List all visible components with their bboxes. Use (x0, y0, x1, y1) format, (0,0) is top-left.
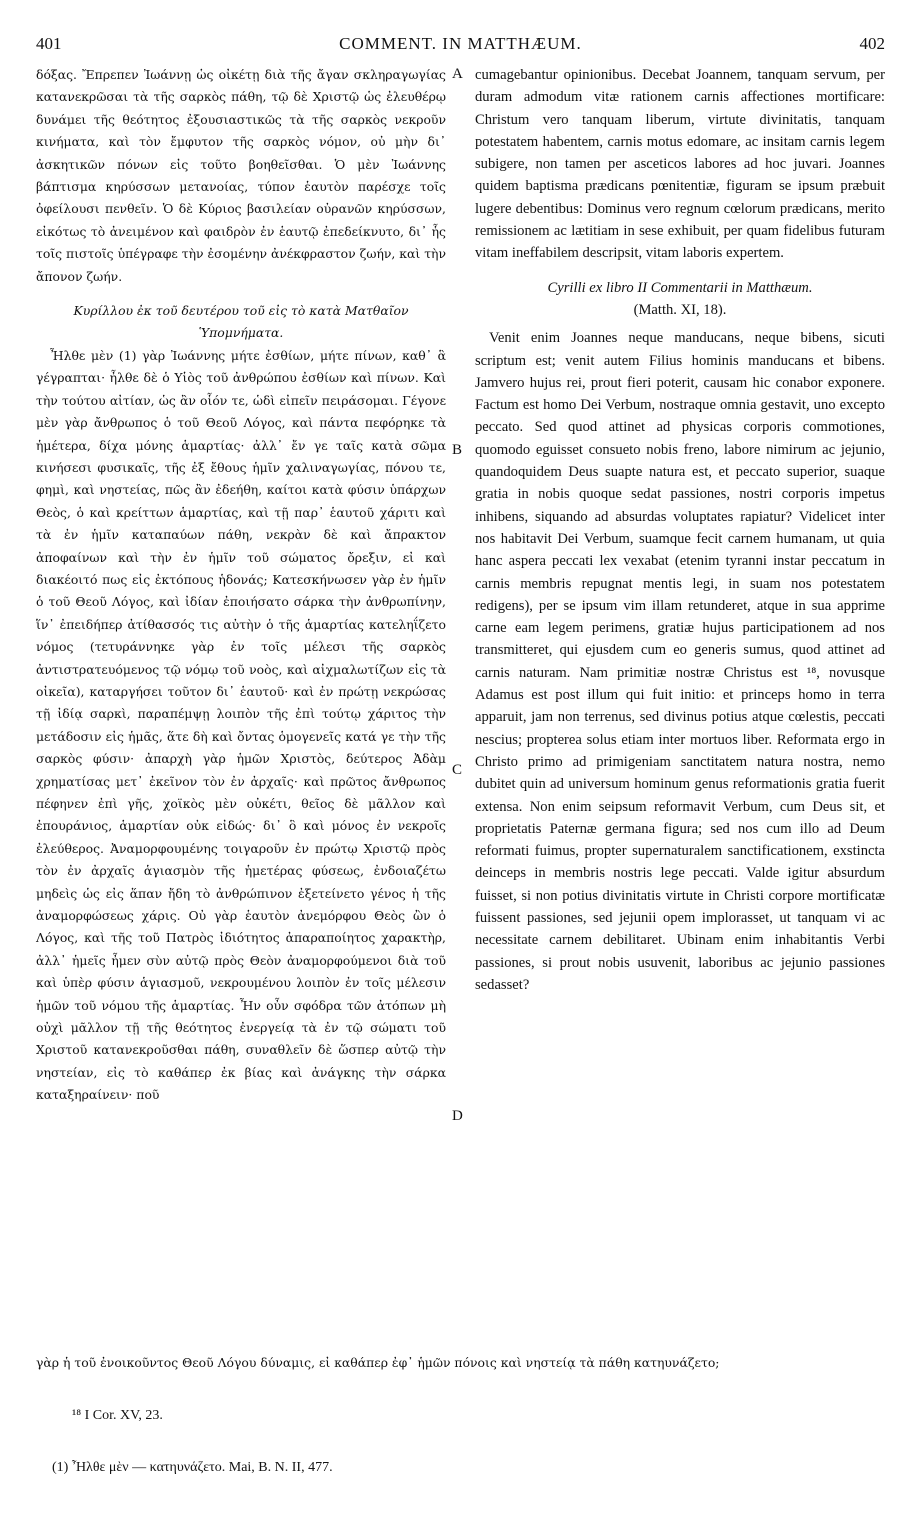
latin-column (475, 64, 885, 996)
margin-letter-d: D (452, 1108, 463, 1124)
greek-paragraph-2: Ἦλθε μὲν (1) γὰρ Ἰωάννης μήτε ἐσθίων, μήτε πίνων, καθ᾿ ἃ γέγραπται· ἦλθε δὲ ὁ Υἱὸς τοῦ ἀνθρώπου ἐσθίων καὶ πίνων. Καὶ τὴν τούτου αἰτίαν, ὡς ἂν οἷόν τε, ὡδὶ εἰπεῖν πειράσομαι. Γέγονε μὲν γὰρ ἄνθρωπος ὁ τοῦ Θεοῦ Λόγος, καὶ πάντα πεφόρηκε τὰ ἡμέτερα, δίχα μόνης ἁμαρτίας· ἀλλ᾿ ἔν γε ταῖς κατὰ σῶμα κινήσεσι φυσικαῖς, τῆς ἐξ ἔθους ἡμῖν χαλιναγωγίας, πόνου τε, φημὶ, καὶ νηστείας, πῶς ἂν ἐδεήθη, καίτοι κατὰ φύσιν ὑπάρχων Θεὸς, ὁ καὶ κρείττων ἁμαρτίας, καὶ τῇ παρ᾿ ἑαυτοῦ χάριτι καὶ τὰ ἐν ἡμῖν καταπαύων πάθη, νεκρὰν δὲ καὶ ἄπρακτον ἀποφαίνων καὶ τὴν ἐν ἡμῖν τοῦ σώματος ὄρεξιν, εἰ καὶ διακέοιτό πως εἰς ἐκτόπους ἡδονάς; Κατεσκήνωσεν γὰρ ἐν ἡμῖν ὁ τοῦ Θεοῦ Λόγος, καὶ ἰδίαν ἐποιήσατο σάρκα τὴν ἀνθρωπίνην, ἵν᾿ ἐπειδήπερ ἀτίθασσός τις αὐτὴν ὁ τῆς ἁμαρτίας κατεληΐζετο νόμος (τετυράννηκε γὰρ ἐν τοῖς μέλεσι τῆς σαρκὸς ἀντιστρατευόμενος τῷ νόμῳ τοῦ νοὸς, καὶ αἰχμαλωτίζων εἰς τὰ οἰκεῖα), καταργήσει τοῦτον δι᾿ ἑαυτοῦ· καὶ ἐν πρώτῃ νεκρώσας τῇ ἰδίᾳ σαρκὶ, παραπέμψῃ λοιπὸν τῆς ἐπὶ τούτῳ χάριτος τὴν μετάδοσιν εἰς ἡμᾶς, ἅτε δὴ καὶ ὄντας ὁμογενεῖς κατά γε τὴν τῆς σαρκὸς φύσιν· ἀπαρχὴ γὰρ ἡμῶν Χριστὸς, δεύτερος Ἀδὰμ χρηματίσας μετ᾿ ἐκεῖνον τὸν ἐν ἀρχαῖς· καὶ πρῶτος ἄνθρωπος πέφηνεν ἐπὶ γῆς, χοϊκὸς μὲν οὐκέτι, θεῖος δὲ μᾶλλον καὶ ἐπουράνιος, ἁμαρτίαν οὐκ εἰδώς· δι᾿ ὃ καὶ μόνος ἐν νεκροῖς ἐλεύθερος. Ἀναμορφουμένης τοιγαροῦν ἐν πρώτῳ Χριστῷ πρὸς τὸν ἐν ἀρχαῖς ἁγιασμὸν τῆς ἡμετέρας φύσεως, ἐνδοιαζέτω μηδεὶς ὡς εἰς ἅπαν ἤδη τὸ ἀνθρώπινον ἐξετείνετο γένος ἡ τῆς ἀναμορφώσεως χάρις. Οὐ γὰρ ἑαυτὸν ἀνεμόρφου Θεὸς ὢν ὁ Λόγος, καὶ τῆς τοῦ Πατρὸς ἰδιότητος ἀπαραποίητος χαρακτὴρ, ἀλλ᾿ ἡμεῖς ἦμεν σὺν αὐτῷ πρὸς Θεὸν ἀναμορφούμενοι διὰ τοῦ καὶ ὑπὲρ φύσιν ἁγιασμοῦ, νεκρουμένου λοιπὸν ἐν τοῖς μέλεσιν ἡμῶν τοῦ νόμου τῆς ἁμαρτίας. Ἦν οὖν σφόδρα τῶν ἀτόπων μὴ οὐχὶ μᾶλλον τῇ τῆς θεότητος ἐνεργείᾳ τὰ ἐν τῷ σώματι τοῦ Χριστοῦ κατανεκροῦσθαι πάθη, συναθλεῖν δὲ ὥσπερ αὐτῷ τὴν νηστείαν, εἰς τὸ καθάπερ ἐκ βίας καὶ ἀνάγκης τὴν σάρκα καταξηραίνειν· ποῦ (36, 347, 446, 1103)
footnote-source-note: (1) Ἦλθε μὲν — κατηυνάζετο. Mai, B. N. II, 477. (52, 1460, 333, 1475)
latin-paragraph-2: Venit enim Joannes neque manducans, neque bibens, sicuti scriptum est; venit autem Filius hominis manducans et bibens. Jamvero hujus rei, prout fieri poterit, causam hic conabor exponere. Factum est homo Dei Verbum, nostraque omnia gestavit, uno excepto peccato. Sed quod attinet ad physicas corporis commotiones, quomodo eguisset consueto nobis freno, labore nimirum ac jejunio, quandoquidem Deus suapte natura est, et peccato superior, suaque gratia in nobis quoque sedat passiones, nostri corporis impetus inhibens, siquando ad absurdas voluptates rapiatur? Videlicet inter nos habitavit Dei Verbum, suamque fecit carnem humanam, ut quia hanc aspera peccati lex vexabat (etenim tyranni instar peccatum in carnis membris repugnat mentis legi, in suam nos potestatem redigens), per se ipsum vim illam retunderet, atque in sua apprime carne eam legem perimens, gratiæ hujus participationem ad nos transmitteret, qui ejusdem cum eo generis sumus, quod attinet ad carnis naturam. Nam primitiæ nostræ Christus est ¹⁸, novusque Adamus est post illum qui fuit initio: et princeps homo in terra apparuit, jam non terrenus, sed divinus potius atque cœlestis, peccati nescius; propterea solus etiam inter mortuos liber. Reformata ergo in Christo primo ad primigeniam sanctitatem natura nostra, nemo dubitet quin ad universum hominum genus reformationis gratia fuerit extensa. Non enim seipsum reformavit Verbum, cum Deus sit, et proprietatis Paternæ germana figura; sed nos cum illo ad Deum reformati fuimus, propter supernaturalem sanctificationem, exstincta deinceps in membris nostris lege peccati. Valde igitur absurdum fuisset, si non potius divinitatis virtute in Christi corpore mortificatæ fuissent passiones, sed jejunii opem implorasset, ut tanquam vi ac necessitate carnem debilitaret. Ubinam enim inhabitantis Verbi passiones, si prout nobis usuvenit, laboribus ac jejunio passiones sedasset? (475, 330, 885, 993)
margin-letter-c: C (452, 762, 463, 778)
latin-section-subheading: (Matth. XI, 18). (633, 301, 727, 318)
greek-section-heading: Κυρίλλου ἐκ τοῦ δευτέρου τοῦ εἰς τὸ κατὰ Ματθαῖον Ὑπομνήματα. (73, 303, 409, 341)
greek-paragraph-1: δόξας. Ἔπρεπεν Ἰωάννῃ ὡς οἰκέτῃ διὰ τῆς ἄγαν σκληραγωγίας κατανεκρῶσαι τὰ τῆς σαρκὸς πάθη, τῷ δὲ Χριστῷ ὡς ἐλευθέρῳ δυνάμει τῆς θεότητος ἐξουσιαστικῶς τὰ τῆς σαρκὸς νεκροῦν κινήματα, καὶ τὸν ἔμφυτον τῆς σαρκὸς νόμον, οὐ μὴν δι᾿ ἀσκητικῶν πόνων εἰς τοῦτο βοηθεῖσθαι. Ὁ μὲν Ἰωάννης βάπτισμα κηρύσσων μετανοίας, τύπον ἑαυτὸν παρέσχε τοῖς ὀφείλουσι πενθεῖν. Ὁ δὲ Κύριος βασιλείαν οὐρανῶν κηρύσσων, εἰκότως τὸ ἀνειμένον καὶ φαιδρὸν ἐν ἑαυτῷ ἐπεδείκνυτο, δι᾿ ἧς τοῖς πιστοῖς ὑπέγραφε τὴν ἐσομένην ἀνέκφραστον ζωήν, καὶ τὴν ἄπονον ζωήν. (36, 67, 446, 284)
full-width-greek-line: γὰρ ἡ τοῦ ἐνοικοῦντος Θεοῦ Λόγου δύναμις, εἰ καθάπερ ἐφ᾿ ἡμῶν πόνοις καὶ νηστείᾳ τὰ πάθη κατηυνάζετο; (36, 1355, 720, 1370)
margin-letter-a: A (452, 66, 463, 82)
margin-letter-b: B (452, 442, 463, 458)
page-number-left: 401 (36, 34, 62, 53)
page-number-right: 402 (859, 34, 885, 53)
running-header (36, 34, 885, 58)
footnote-scripture-reference: ¹⁸ I Cor. XV, 23. (72, 1408, 163, 1423)
latin-section-heading: Cyrilli ex libro II Commentarii in Matthæum. (547, 279, 813, 296)
running-title: COMMENT. IN MATTHÆUM. (339, 34, 582, 53)
greek-column (36, 64, 446, 1107)
latin-paragraph-1: cumagebantur opinionibus. Decebat Joannem, tanquam servum, per duram admodum vitæ rationem carnis affectiones mortificare: Christum vero tanquam liberum, virtute divinitatis, tanquam potestatem habentem, carnis motus edomare, ac insitam carnis legem subigere, non tamen per asceticos labores ad hoc juvari. Joannes quidem baptisma prædicans pœnitentiæ, figuram se ipsum præbuit lugere debentibus: Dominus vero regnum cœlorum prædicans, merito remissionem ac lætitiam in sese exhibuit, per quam fidelibus futuram vitam ineffabilem descripsit, vitam laboris expertem. (475, 67, 885, 262)
